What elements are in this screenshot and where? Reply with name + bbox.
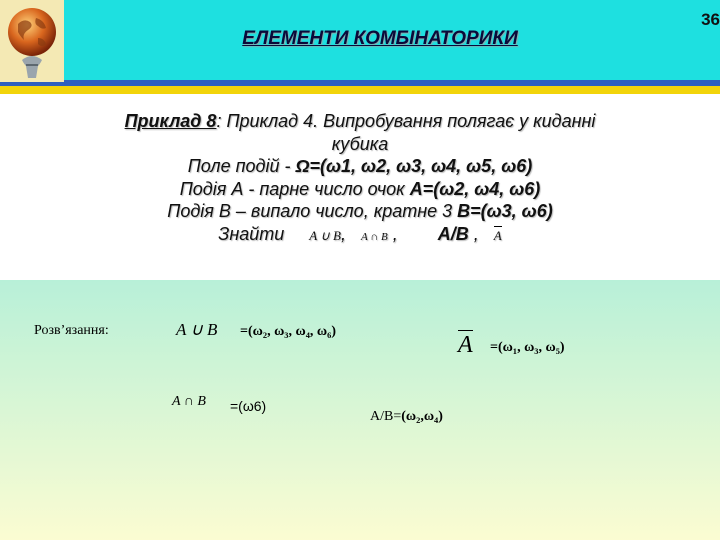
find-union-expr: A ∪ B bbox=[309, 227, 341, 243]
sample-space-label: Поле подій - bbox=[187, 156, 296, 176]
solution-complement bbox=[458, 330, 473, 357]
event-b-set: В=(ω3, ω6) bbox=[457, 201, 553, 221]
intersection-expr: A ∩ B bbox=[172, 394, 206, 409]
problem-line-5 bbox=[20, 200, 700, 223]
example-label: Приклад 8 bbox=[124, 111, 217, 131]
problem-line-1-text: : Приклад 4. Випробування полягає у киданні bbox=[216, 111, 596, 131]
find-quotient-expr: А/В bbox=[437, 223, 469, 244]
problem-line-4 bbox=[20, 178, 700, 201]
solution-quotient bbox=[370, 409, 443, 425]
globe-logo bbox=[0, 0, 64, 82]
page-title: ЕЛЕМЕНТИ КОМБІНАТОРИКИ bbox=[242, 28, 518, 49]
find-label: Знайти bbox=[218, 223, 285, 244]
quotient-prefix: А/В= bbox=[370, 409, 402, 424]
solution-area bbox=[0, 280, 720, 540]
event-a-label: Подія А - парне число очок bbox=[179, 178, 410, 199]
problem-statement bbox=[20, 110, 700, 248]
header-stripe-yellow bbox=[0, 86, 720, 94]
globe-icon bbox=[0, 0, 64, 82]
sample-space-set: Ω=(ω1, ω2, ω3, ω4, ω5, ω6) bbox=[295, 156, 533, 176]
problem-line-3 bbox=[20, 155, 700, 178]
solution-intersection-expr bbox=[172, 394, 206, 410]
event-a-set: А=(ω2, ω4, ω6) bbox=[409, 178, 541, 199]
problem-line-1 bbox=[20, 110, 700, 133]
union-expr: A ∪ B bbox=[176, 320, 218, 339]
solution-union-result: =(ω₂, ω₃, ω₄, ω₆) bbox=[240, 324, 337, 339]
event-b-label: Подія В – випало число, кратне 3 bbox=[167, 201, 458, 221]
quotient-result: (ω₂,ω₄) bbox=[401, 409, 443, 424]
find-intersection-expr: A ∩ B bbox=[360, 230, 388, 243]
complement-symbol: A bbox=[458, 332, 473, 358]
solution-label: Розв’язання: bbox=[34, 323, 109, 338]
comma: , bbox=[340, 223, 346, 244]
solution-complement-result: =(ω₁, ω₃, ω₅) bbox=[490, 340, 565, 355]
comma: , bbox=[392, 223, 398, 244]
find-complement-symbol: A bbox=[493, 227, 502, 243]
problem-line-6 bbox=[20, 223, 700, 249]
solution-union-expr bbox=[176, 320, 217, 340]
comma: , bbox=[473, 223, 479, 244]
solution-intersection-result: =(ω6) bbox=[230, 398, 267, 414]
slide-number: 36 bbox=[701, 10, 720, 29]
problem-line-2: кубика bbox=[331, 133, 389, 154]
